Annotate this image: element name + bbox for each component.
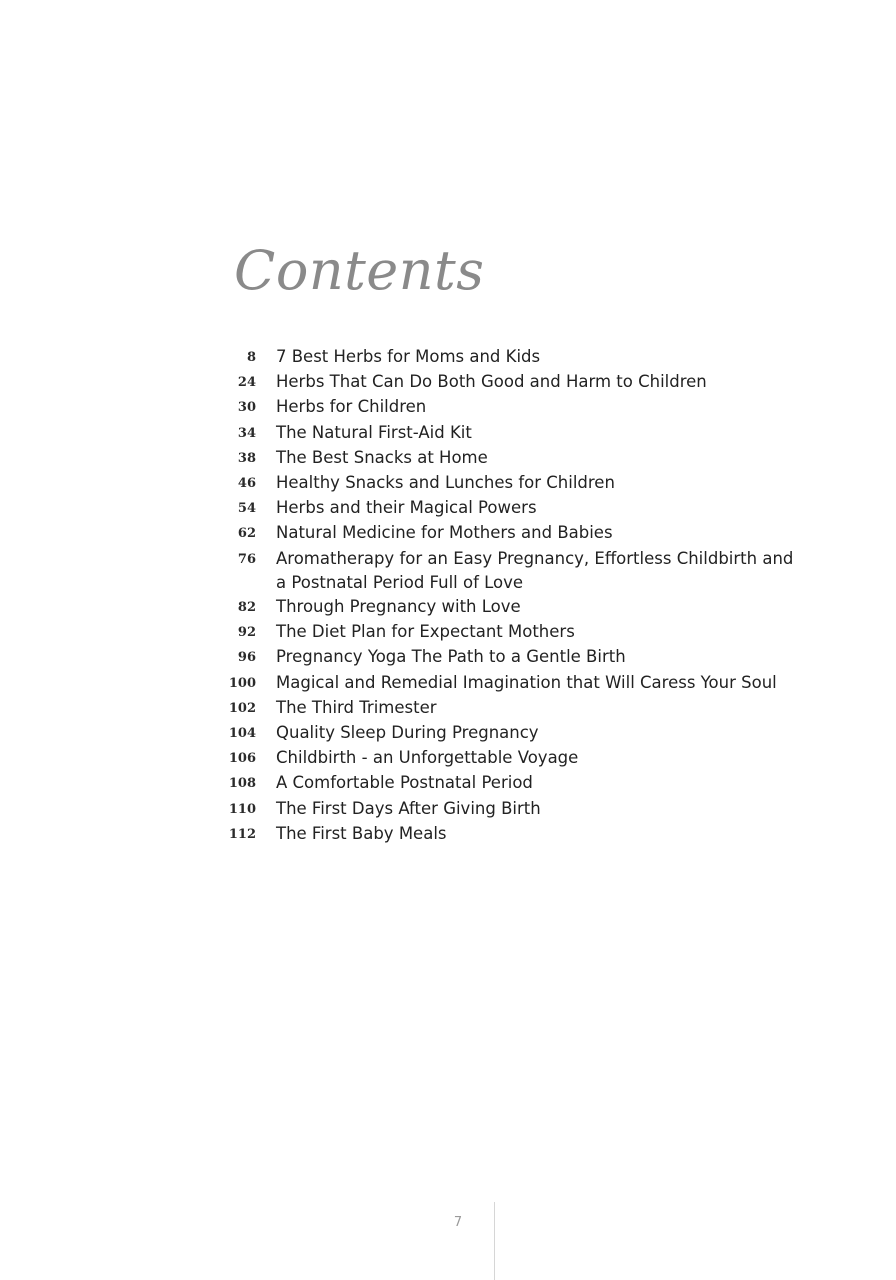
- toc-chapter-title: Herbs and their Magical Powers: [276, 498, 537, 518]
- toc-entry[interactable]: [226, 696, 846, 721]
- toc-chapter-title: The Diet Plan for Expectant Mothers: [276, 622, 575, 642]
- toc-entry[interactable]: [226, 446, 846, 471]
- toc-page-number: 112: [228, 826, 256, 842]
- toc-chapter-title: Aromatherapy for an Easy Pregnancy, Effortless Childbirth and a Postnatal Period Full of Love: [276, 548, 794, 592]
- toc-page-number: 92: [237, 625, 256, 641]
- toc-page-number: 46: [237, 476, 256, 492]
- toc-entry[interactable]: [226, 746, 846, 771]
- toc-page-number: 104: [228, 726, 256, 742]
- toc-entry[interactable]: [226, 645, 846, 670]
- toc-chapter-title: A Comfortable Postnatal Period: [276, 773, 533, 793]
- page-number: 7: [453, 1215, 463, 1230]
- toc-page-number: 102: [228, 700, 256, 716]
- toc-entry[interactable]: [226, 771, 846, 796]
- toc-page-number: 24: [237, 375, 256, 391]
- toc-entry[interactable]: [226, 496, 846, 521]
- toc-page-number: 8: [246, 350, 256, 365]
- toc-chapter-title: Quality Sleep During Pregnancy: [276, 723, 539, 743]
- table-of-contents: [226, 345, 846, 847]
- toc-entry[interactable]: [226, 345, 846, 370]
- toc-chapter-title: Pregnancy Yoga The Path to a Gentle Birth: [276, 647, 626, 667]
- gutter-divider: [494, 1202, 495, 1280]
- toc-chapter-title: Childbirth - an Unforgettable Voyage: [276, 748, 579, 768]
- toc-chapter-title: The First Days After Giving Birth: [276, 798, 541, 818]
- toc-chapter-title: 7 Best Herbs for Moms and Kids: [276, 347, 541, 366]
- toc-page-number: 62: [237, 526, 256, 542]
- toc-page-number: 82: [237, 600, 256, 616]
- toc-page-number: 34: [237, 425, 256, 441]
- toc-chapter-title: The Third Trimester: [276, 697, 437, 717]
- toc-entry[interactable]: [226, 595, 846, 620]
- toc-chapter-title: The First Baby Meals: [276, 823, 447, 843]
- toc-entry[interactable]: [226, 620, 846, 645]
- toc-chapter-title: The Best Snacks at Home: [276, 447, 488, 467]
- toc-page-number: 96: [237, 650, 256, 666]
- toc-entry[interactable]: [226, 421, 846, 446]
- toc-page-number: 106: [228, 751, 256, 767]
- toc-page-number: 38: [237, 450, 256, 466]
- toc-entry[interactable]: [226, 822, 846, 847]
- toc-page-number: 110: [228, 801, 256, 817]
- toc-entry[interactable]: [226, 370, 846, 395]
- toc-chapter-title: Herbs That Can Do Both Good and Harm to Children: [276, 372, 707, 392]
- toc-page-number: 100: [228, 675, 256, 691]
- toc-entry[interactable]: [226, 471, 846, 496]
- toc-page-number: 54: [237, 501, 256, 517]
- toc-page-number: 76: [237, 551, 256, 567]
- toc-entry[interactable]: [226, 721, 846, 746]
- toc-chapter-title: The Natural First-Aid Kit: [276, 422, 472, 442]
- toc-chapter-title: Natural Medicine for Mothers and Babies: [276, 523, 613, 543]
- toc-page-number: 30: [237, 400, 256, 416]
- toc-entry[interactable]: [226, 521, 846, 546]
- toc-chapter-title: Through Pregnancy with Love: [276, 597, 521, 617]
- toc-entry[interactable]: [226, 671, 846, 696]
- toc-page-number: 108: [228, 776, 256, 792]
- toc-entry[interactable]: [226, 547, 846, 595]
- toc-chapter-title: Healthy Snacks and Lunches for Children: [276, 473, 615, 493]
- toc-chapter-title: Magical and Remedial Imagination that Will Caress Your Soul: [276, 672, 777, 692]
- toc-chapter-title: Herbs for Children: [276, 397, 427, 417]
- page-title: Contents: [234, 239, 485, 302]
- toc-entry[interactable]: [226, 395, 846, 420]
- toc-entry[interactable]: [226, 797, 846, 822]
